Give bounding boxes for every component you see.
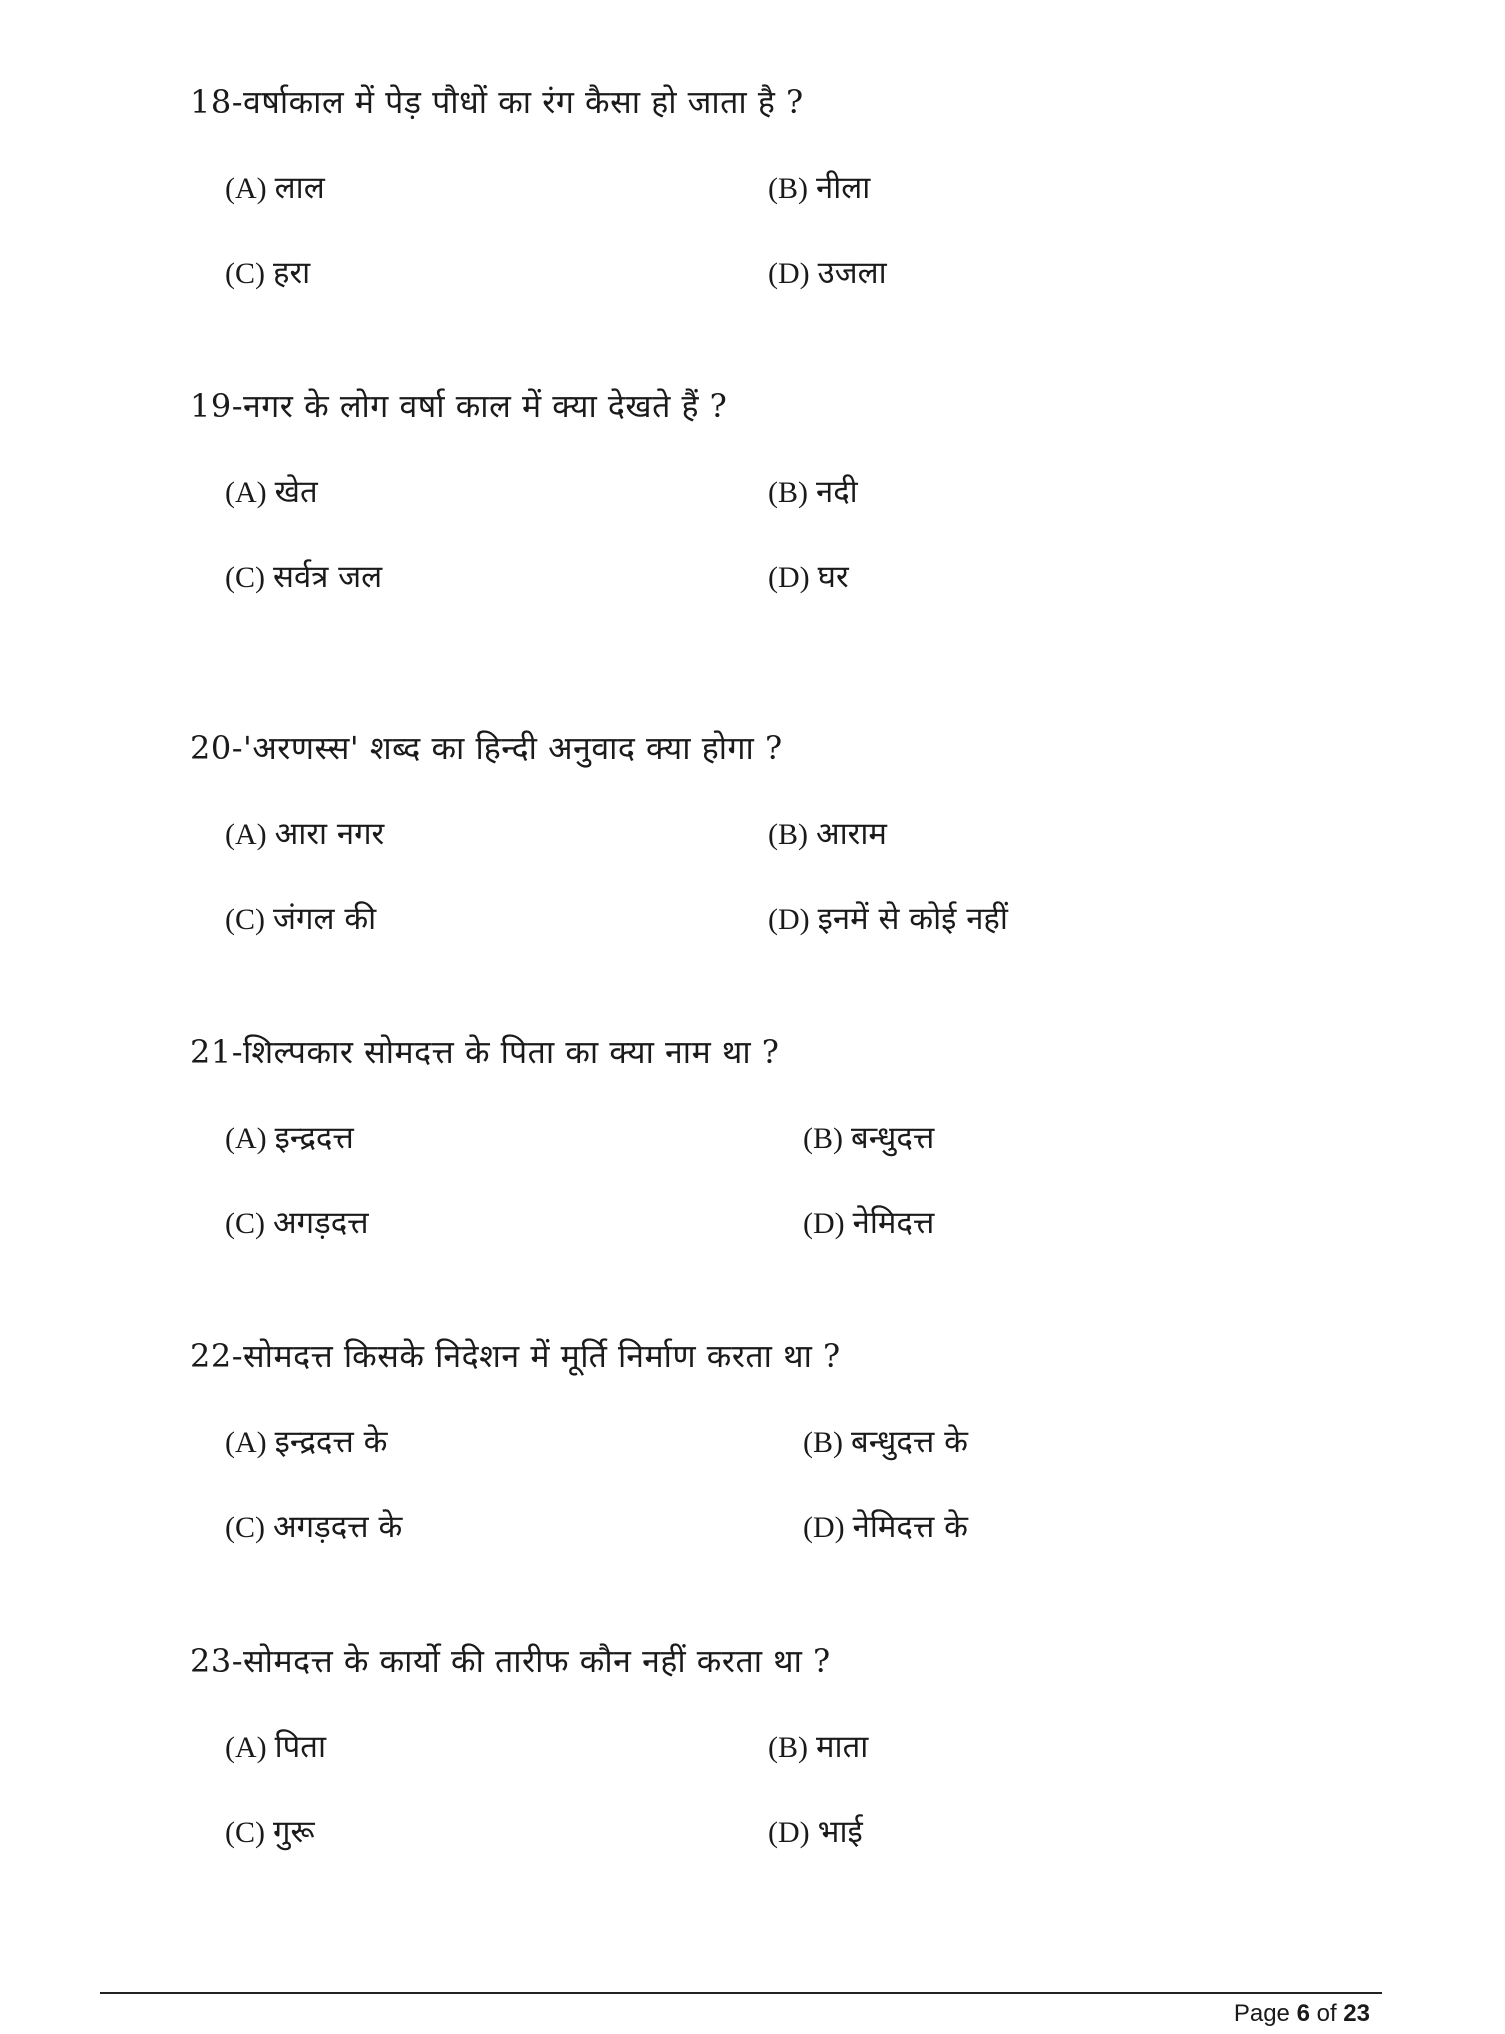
option-a[interactable]: [225, 166, 325, 211]
option-a[interactable]: [225, 812, 384, 857]
option-key: (D): [803, 1207, 845, 1240]
option-key: (B): [768, 818, 808, 851]
option-text: नेमिदत्त: [852, 1205, 935, 1241]
option-text: आरा नगर: [274, 816, 385, 852]
page-label: Page: [1233, 2000, 1290, 2027]
option-text: अगड़दत्त: [273, 1205, 369, 1241]
option-text: हरा: [273, 255, 311, 291]
question-text: 20-'अरणस्स' शब्द का हिन्दी अनुवाद क्या होगा ?: [190, 729, 783, 767]
option-key: (A): [225, 1731, 267, 1764]
option-key: (C): [225, 1816, 265, 1849]
option-d[interactable]: [768, 555, 849, 600]
option-b[interactable]: [768, 166, 870, 211]
question-text: 18-वर्षाकाल में पेड़ पौधों का रंग कैसा हो जाता है ?: [190, 83, 804, 121]
option-key: (D): [768, 257, 810, 290]
option-a[interactable]: [225, 1116, 354, 1161]
option-text: बन्धुदत्त: [851, 1120, 935, 1156]
option-c[interactable]: [225, 1505, 402, 1550]
option-text: इन्द्रदत्त के: [274, 1424, 388, 1460]
question-text: 19-नगर के लोग वर्षा काल में क्या देखते हैं ?: [190, 387, 728, 425]
option-text: पिता: [274, 1729, 326, 1765]
option-key: (A): [225, 476, 267, 509]
option-text: सर्वत्र जल: [273, 559, 383, 595]
option-b[interactable]: [803, 1116, 934, 1161]
option-text: घर: [817, 559, 849, 595]
option-text: गुरू: [273, 1814, 315, 1850]
option-key: (C): [225, 561, 265, 594]
option-d[interactable]: [768, 251, 887, 296]
option-a[interactable]: [225, 1725, 326, 1770]
option-text: खेत: [274, 474, 318, 510]
option-d[interactable]: [768, 1810, 863, 1855]
option-text: आराम: [816, 816, 887, 852]
option-c[interactable]: [225, 555, 382, 600]
option-key: (A): [225, 172, 267, 205]
option-text: इन्द्रदत्त: [274, 1120, 354, 1156]
option-key: (B): [803, 1122, 843, 1155]
option-key: (C): [225, 257, 265, 290]
option-d[interactable]: [803, 1201, 934, 1246]
total-pages: 23: [1343, 2000, 1370, 2027]
option-key: (C): [225, 1511, 265, 1544]
option-b[interactable]: [768, 470, 858, 515]
option-key: (B): [768, 476, 808, 509]
option-b[interactable]: [803, 1420, 968, 1465]
option-key: (D): [803, 1511, 845, 1544]
option-c[interactable]: [225, 897, 376, 942]
option-b[interactable]: [768, 1725, 868, 1770]
option-text: भाई: [817, 1814, 863, 1850]
option-d[interactable]: [768, 897, 1008, 942]
option-text: बन्धुदत्त के: [851, 1424, 968, 1460]
option-text: नदी: [816, 474, 858, 510]
option-c[interactable]: [225, 1810, 315, 1855]
option-text: उजला: [817, 255, 887, 291]
option-c[interactable]: [225, 251, 310, 296]
of-label: of: [1316, 2000, 1337, 2027]
option-key: (C): [225, 903, 265, 936]
option-text: लाल: [274, 170, 325, 206]
option-d[interactable]: [803, 1505, 968, 1550]
footer-divider: [100, 1992, 1382, 1994]
page-number: [1234, 1999, 1370, 2029]
option-text: इनमें से कोई नहीं: [817, 901, 1008, 937]
option-key: (A): [225, 1426, 267, 1459]
option-a[interactable]: [225, 470, 318, 515]
option-key: (D): [768, 1816, 810, 1849]
option-key: (D): [768, 903, 810, 936]
option-key: (D): [768, 561, 810, 594]
option-text: जंगल की: [273, 901, 377, 937]
question-text: 21-शिल्पकार सोमदत्त के पिता का क्या नाम था ?: [190, 1033, 780, 1071]
option-text: अगड़दत्त के: [273, 1509, 403, 1545]
option-text: नेमिदत्त के: [852, 1509, 968, 1545]
option-text: नीला: [816, 170, 871, 206]
option-c[interactable]: [225, 1201, 369, 1246]
option-key: (B): [768, 1731, 808, 1764]
current-page: 6: [1296, 2000, 1310, 2027]
option-key: (B): [803, 1426, 843, 1459]
option-b[interactable]: [768, 812, 887, 857]
option-a[interactable]: [225, 1420, 387, 1465]
option-key: (A): [225, 818, 267, 851]
option-key: (B): [768, 172, 808, 205]
question-text: 23-सोमदत्त के कार्यो की तारीफ कौन नहीं करता था ?: [190, 1642, 831, 1680]
question-text: 22-सोमदत्त किसके निदेशन में मूर्ति निर्माण करता था ?: [190, 1337, 841, 1375]
option-key: (A): [225, 1122, 267, 1155]
option-key: (C): [225, 1207, 265, 1240]
option-text: माता: [816, 1729, 869, 1765]
